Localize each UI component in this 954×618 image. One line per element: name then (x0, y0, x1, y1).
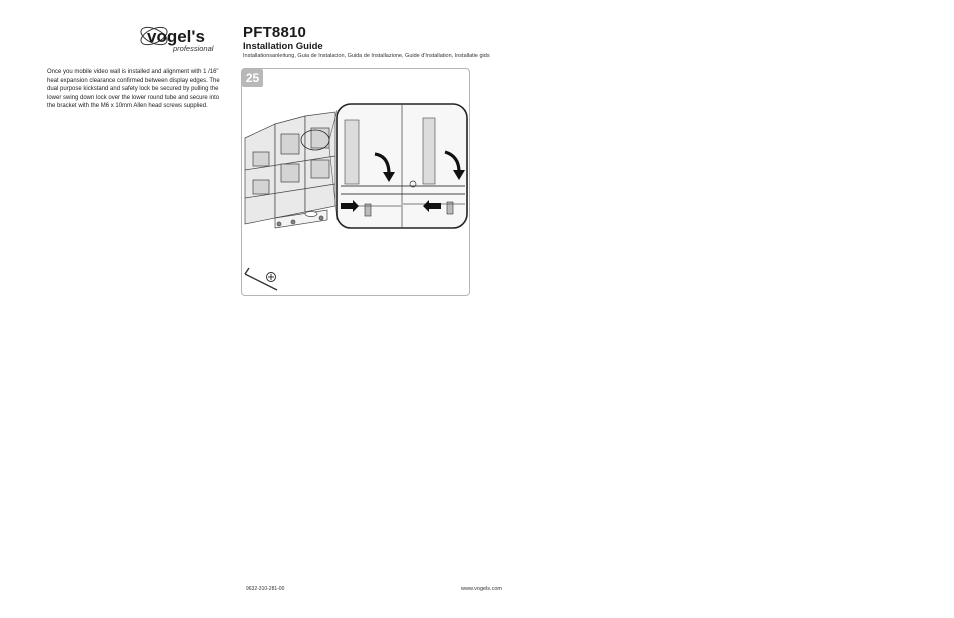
screw-head-icon (267, 273, 276, 282)
website-url: www.vogels.com (461, 586, 502, 592)
step-number-badge: 25 (242, 69, 263, 87)
instruction-text: Once you mobile video wall is installed and alignment with 1 /16" heat expansion clearance confirmed between display edges. The dual purpose kickstand and safety lock be secured by pulling the lower swing down lock over the lower round tube and secure into the bracket with the M6 x 10mm Allen head screws supplied. (47, 69, 220, 110)
logo-wordmark: vogel's (147, 27, 205, 46)
guide-title: Installation Guide (243, 41, 323, 52)
detail-zoom-view (337, 104, 467, 228)
product-code: PFT8810 (243, 24, 307, 41)
logo-subtitle: professional (173, 44, 214, 53)
assembly-illustration (241, 100, 470, 296)
document-number: 9632-310-281-00 (246, 586, 285, 592)
language-list: Installationsanleitung, Guia de Instalacion, Guida de Installazione, Guide d'Installation, Installatie gids (243, 53, 490, 59)
video-wall-drawing (245, 110, 337, 228)
vogels-logo (138, 20, 244, 54)
